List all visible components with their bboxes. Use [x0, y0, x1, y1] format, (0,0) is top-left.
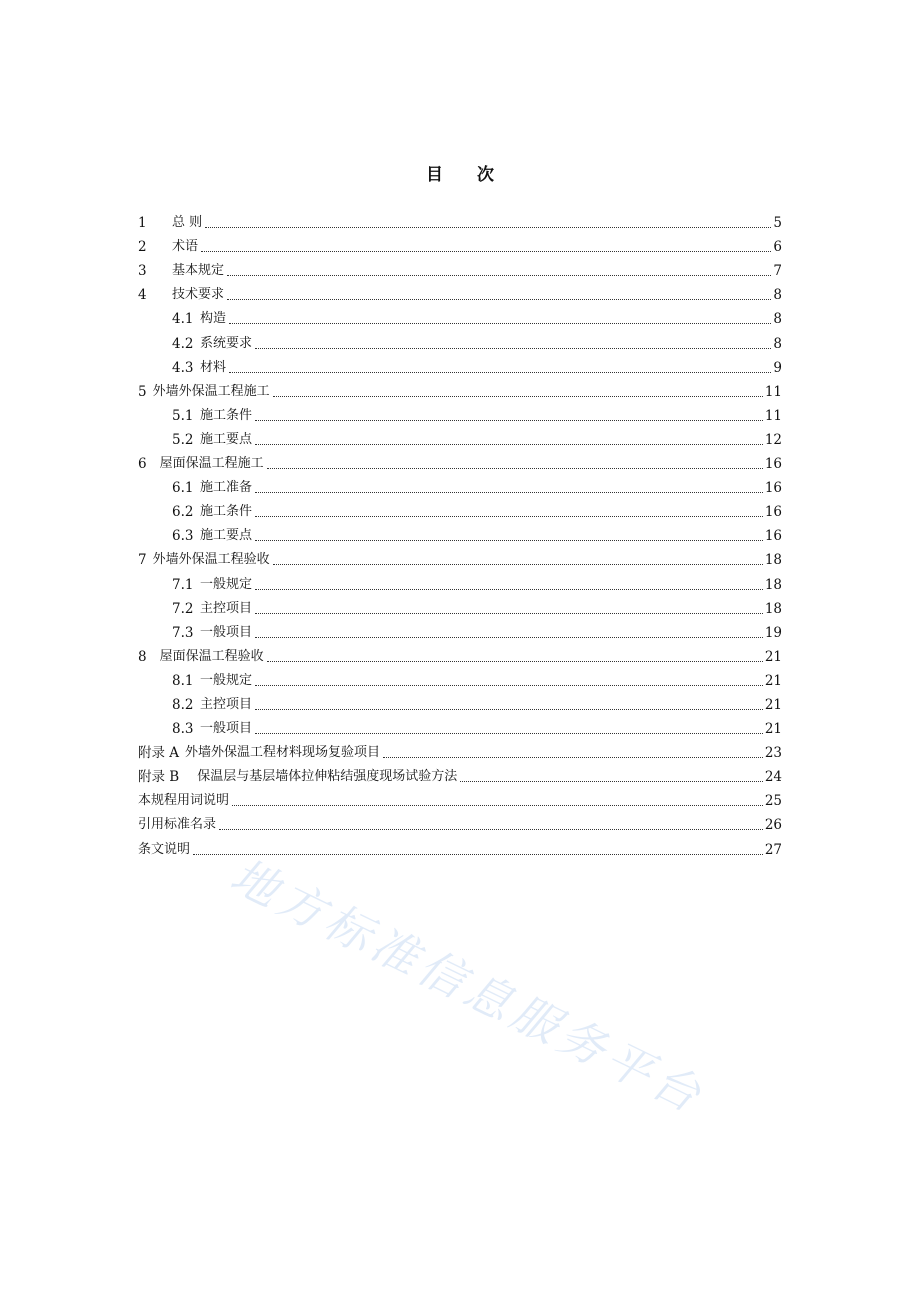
toc-entry-number: 7.1: [172, 576, 194, 593]
toc-entry-number: 附录 B: [138, 769, 180, 786]
toc-entry[interactable]: [138, 425, 782, 449]
dot-leader: [255, 515, 763, 517]
toc-entry-label: 材料: [200, 359, 227, 375]
toc-entry-label: 保温层与基层墙体拉伸粘结强度现场试验方法: [197, 769, 458, 785]
toc-entry-number: 4.3: [172, 359, 194, 376]
toc-entry[interactable]: [138, 304, 782, 328]
toc-entry-label: 条文说明: [138, 841, 191, 857]
dot-leader: [255, 588, 763, 590]
toc-entry-label: 施工条件: [200, 407, 253, 423]
toc-entry-label: 屋面保温工程验收: [159, 648, 264, 664]
dot-leader: [267, 660, 763, 662]
toc-entry-number: 4.2: [172, 335, 194, 352]
toc-entry-label: 总 则: [172, 215, 203, 231]
toc-entry[interactable]: [138, 738, 782, 762]
toc-entry-page: 19: [764, 624, 782, 641]
toc-entry-label: 外墙外保温工程施工: [152, 383, 270, 399]
dot-leader: [255, 491, 763, 493]
dot-leader: [273, 395, 763, 397]
toc-entry-page: 8: [773, 287, 782, 304]
toc-entry-page: 16: [764, 528, 782, 545]
toc-entry[interactable]: [138, 328, 782, 352]
toc-entry-page: 6: [773, 239, 782, 256]
toc-entry[interactable]: [138, 256, 782, 280]
dot-leader: [229, 371, 771, 373]
toc-entry-label: 一般规定: [200, 672, 253, 688]
dot-leader: [205, 226, 771, 228]
dot-leader: [255, 539, 763, 541]
toc-entry[interactable]: [138, 618, 782, 642]
toc-entry-label: 基本规定: [172, 263, 225, 279]
toc-entry[interactable]: [138, 714, 782, 738]
toc-entry[interactable]: [138, 473, 782, 497]
toc-entry-page: 12: [764, 431, 782, 448]
toc-entry-page: 21: [764, 696, 782, 713]
toc-entry-label: 一般项目: [200, 721, 253, 737]
toc-entry[interactable]: [138, 594, 782, 618]
toc-entry-page: 18: [764, 576, 782, 593]
toc-entry[interactable]: [138, 401, 782, 425]
toc-entry[interactable]: [138, 666, 782, 690]
toc-entry-page: 21: [764, 672, 782, 689]
toc-entry-number: 2: [138, 239, 147, 256]
toc-entry-number: 附录 A: [138, 745, 180, 762]
toc-entry-page: 16: [764, 504, 782, 521]
toc-entry[interactable]: [138, 232, 782, 256]
dot-leader: [255, 684, 763, 686]
toc-entry[interactable]: [138, 377, 782, 401]
toc-entry-page: 21: [764, 648, 782, 665]
dot-leader: [255, 612, 763, 614]
dot-leader: [201, 250, 771, 252]
toc-entry-label: 外墙外保温工程验收: [152, 552, 270, 568]
table-of-contents: [138, 208, 782, 859]
toc-entry-page: 21: [764, 721, 782, 738]
toc-entry[interactable]: [138, 521, 782, 545]
toc-entry-number: 8: [138, 648, 147, 665]
toc-entry-number: 5.2: [172, 431, 194, 448]
toc-entry-number: 8.1: [172, 672, 194, 689]
toc-entry-page: 8: [773, 311, 782, 328]
toc-entry-page: 16: [764, 480, 782, 497]
toc-entry-page: 16: [764, 456, 782, 473]
toc-entry[interactable]: [138, 786, 782, 810]
toc-entry-page: 27: [764, 841, 782, 858]
toc-entry[interactable]: [138, 690, 782, 714]
toc-entry-label: 一般规定: [200, 576, 253, 592]
toc-entry-number: 7.3: [172, 624, 194, 641]
toc-entry-label: 屋面保温工程施工: [159, 456, 264, 472]
toc-entry-number: 6: [138, 456, 147, 473]
toc-entry[interactable]: [138, 353, 782, 377]
toc-entry[interactable]: [138, 280, 782, 304]
toc-entry-label: 本规程用词说明: [138, 793, 230, 809]
page-title: 目 次: [426, 165, 508, 185]
toc-entry-number: 3: [138, 263, 147, 280]
toc-entry-label: 主控项目: [200, 600, 253, 616]
toc-entry-page: 11: [764, 407, 782, 424]
dot-leader: [273, 563, 763, 565]
toc-entry[interactable]: [138, 497, 782, 521]
dot-leader: [219, 828, 763, 830]
toc-entry-label: 外墙外保温工程材料现场复验项目: [185, 745, 381, 761]
toc-entry-page: 25: [764, 793, 782, 810]
toc-entry-page: 24: [764, 769, 782, 786]
toc-entry-label: 构造: [200, 311, 227, 327]
toc-entry-label: 施工要点: [200, 528, 253, 544]
toc-entry-page: 18: [764, 552, 782, 569]
toc-entry-label: 术语: [172, 239, 199, 255]
dot-leader: [229, 322, 771, 324]
toc-entry[interactable]: [138, 545, 782, 569]
toc-entry[interactable]: [138, 569, 782, 593]
toc-entry-number: 4.1: [172, 311, 194, 328]
toc-entry-label: 技术要求: [172, 287, 225, 303]
toc-entry-label: 施工条件: [200, 504, 253, 520]
toc-entry-page: 26: [764, 817, 782, 834]
dot-leader: [232, 804, 763, 806]
toc-entry-page: 11: [764, 383, 782, 400]
toc-entry-label: 施工要点: [200, 431, 253, 447]
toc-entry[interactable]: [138, 208, 782, 232]
toc-entry-page: 9: [773, 359, 782, 376]
toc-entry[interactable]: [138, 762, 782, 786]
toc-entry-page: 7: [773, 263, 782, 280]
toc-entry-number: 5: [138, 383, 147, 400]
toc-entry-label: 施工准备: [200, 480, 253, 496]
watermark: 地方标准信息服务平台: [222, 848, 714, 1125]
toc-entry-number: 6.1: [172, 480, 194, 497]
dot-leader: [267, 467, 763, 469]
toc-entry-label: 主控项目: [200, 696, 253, 712]
toc-entry-page: 18: [764, 600, 782, 617]
toc-entry-number: 8.3: [172, 721, 194, 738]
toc-entry-number: 6.2: [172, 504, 194, 521]
toc-entry-page: 23: [764, 745, 782, 762]
toc-entry-number: 5.1: [172, 407, 194, 424]
toc-entry[interactable]: [138, 449, 782, 473]
dot-leader: [255, 419, 763, 421]
toc-entry-label: 引用标准名录: [138, 817, 217, 833]
toc-entry-number: 6.3: [172, 528, 194, 545]
toc-entry-number: 1: [138, 215, 147, 232]
dot-leader: [255, 732, 763, 734]
dot-leader: [255, 443, 763, 445]
toc-entry-page: 8: [773, 335, 782, 352]
dot-leader: [255, 708, 763, 710]
dot-leader: [227, 274, 771, 276]
toc-entry-number: 4: [138, 287, 147, 304]
dot-leader: [193, 853, 763, 855]
dot-leader: [255, 347, 771, 349]
dot-leader: [227, 298, 771, 300]
toc-entry-number: 7.2: [172, 600, 194, 617]
toc-entry-label: 系统要求: [200, 335, 253, 351]
toc-entry-number: 7: [138, 552, 147, 569]
toc-entry[interactable]: [138, 642, 782, 666]
toc-entry-page: 5: [773, 215, 782, 232]
dot-leader: [255, 636, 763, 638]
toc-entry-label: 一般项目: [200, 624, 253, 640]
toc-entry[interactable]: [138, 834, 782, 858]
dot-leader: [383, 756, 763, 758]
toc-entry-number: 8.2: [172, 696, 194, 713]
toc-entry[interactable]: [138, 810, 782, 834]
dot-leader: [460, 780, 763, 782]
